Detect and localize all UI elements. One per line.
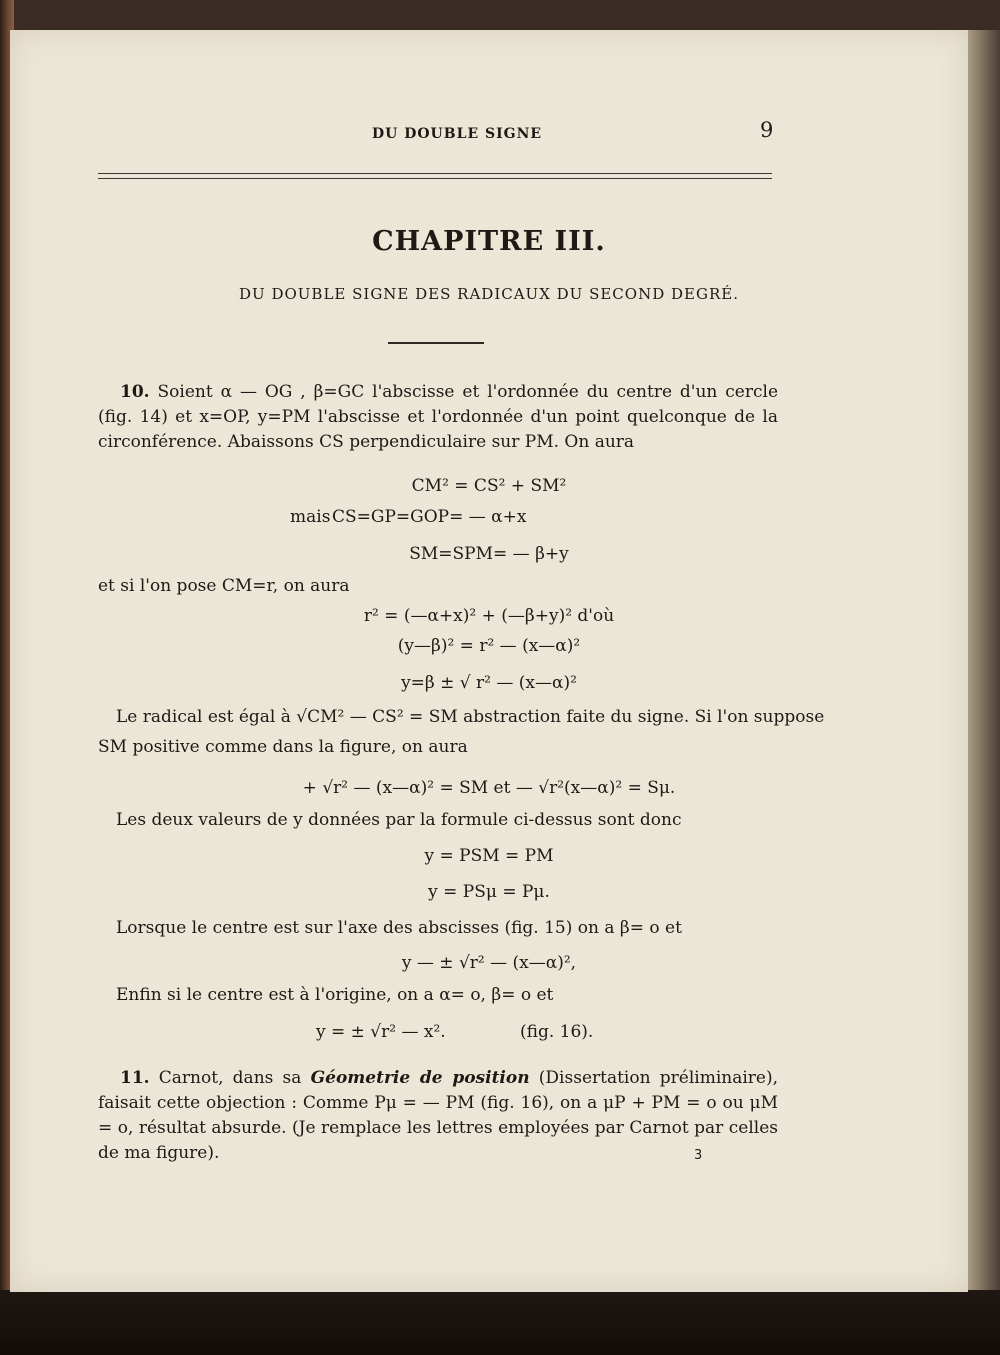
chapter-subtitle: DU DOUBLE SIGNE DES RADICAUX DU SECOND DEGRÉ. bbox=[239, 285, 739, 303]
equation-1: CM² = CS² + SM² bbox=[411, 476, 567, 496]
paragraph-10 bbox=[98, 380, 778, 455]
cited-work-title: Géometrie de position bbox=[310, 1068, 530, 1088]
equation-7: + √r² — (x—α)² = SM et — √r²(x—α)² = Sμ. bbox=[302, 778, 676, 798]
equation-5: (y—β)² = r² — (x—α)² bbox=[397, 636, 581, 656]
paragraph-values: Les deux valeurs de y données par la formule ci-dessus sont donc bbox=[116, 810, 682, 830]
paragraph-axis: Lorsque le centre est sur l'axe des abscisses (fig. 15) on a β= o et bbox=[116, 918, 682, 938]
running-head: DU DOUBLE SIGNE bbox=[372, 126, 543, 142]
chapter-title: CHAPITRE III. bbox=[372, 226, 606, 257]
section-number-11: 11. bbox=[120, 1068, 150, 1088]
section-divider bbox=[388, 342, 484, 344]
paragraph-radical: Le radical est égal à √CM² — CS² = SM abstraction faite du signe. Si l'on suppose bbox=[116, 707, 825, 727]
paragraph-radical-cont: SM positive comme dans la figure, on aura bbox=[98, 737, 468, 757]
paragraph-11-text-b: (Dissertation préliminaire), faisait cette objection : Comme Pμ = — PM (fig. 16), on a μP + PM = o ou μM = o, résultat absurde. (Je remplace les lettres employées par Carnot par celles de ma figure). bbox=[98, 1068, 778, 1163]
section-number-10: 10. bbox=[120, 382, 150, 402]
paragraph-11 bbox=[98, 1066, 778, 1166]
page-stack-edge bbox=[968, 30, 1000, 1292]
book-page bbox=[10, 30, 968, 1292]
equation-2-prefix: mais bbox=[290, 507, 331, 527]
paragraph-10-text: Soient α — OG , β=GC l'abscisse et l'ordonnée du centre d'un cercle (fig. 14) et x=OP, y=PM l'abscisse et l'ordonnée d'un point quelconque de la circonférence. Abaissons CS perpendiculaire sur PM. On aura bbox=[98, 382, 779, 452]
equation-10: y — ± √r² — (x—α)², bbox=[401, 953, 577, 973]
equation-3: SM=SPM= — β+y bbox=[409, 544, 569, 564]
equation-2: CS=GP=GOP= — α+x bbox=[332, 507, 527, 527]
equation-11: y = ± √r² — x². bbox=[316, 1022, 446, 1042]
equation-8: y = PSM = PM bbox=[424, 846, 554, 866]
equation-4: r² = (—α+x)² + (—β+y)² d'où bbox=[363, 606, 615, 626]
equation-9: y = PSμ = Pμ. bbox=[428, 882, 550, 902]
scan-background bbox=[0, 1290, 1000, 1355]
line-pose: et si l'on pose CM=r, on aura bbox=[98, 576, 350, 596]
equation-11-reference: (fig. 16). bbox=[520, 1022, 594, 1042]
equation-6: y=β ± √ r² — (x—α)² bbox=[401, 673, 577, 693]
header-rule bbox=[98, 173, 772, 174]
paragraph-11-text-a: Carnot, dans sa bbox=[158, 1068, 302, 1088]
page-number: 9 bbox=[760, 118, 774, 142]
paragraph-origin: Enfin si le centre est à l'origine, on a α= o, β= o et bbox=[116, 985, 554, 1005]
printer-signature: 3 bbox=[694, 1148, 703, 1163]
header-rule-double bbox=[98, 178, 772, 179]
